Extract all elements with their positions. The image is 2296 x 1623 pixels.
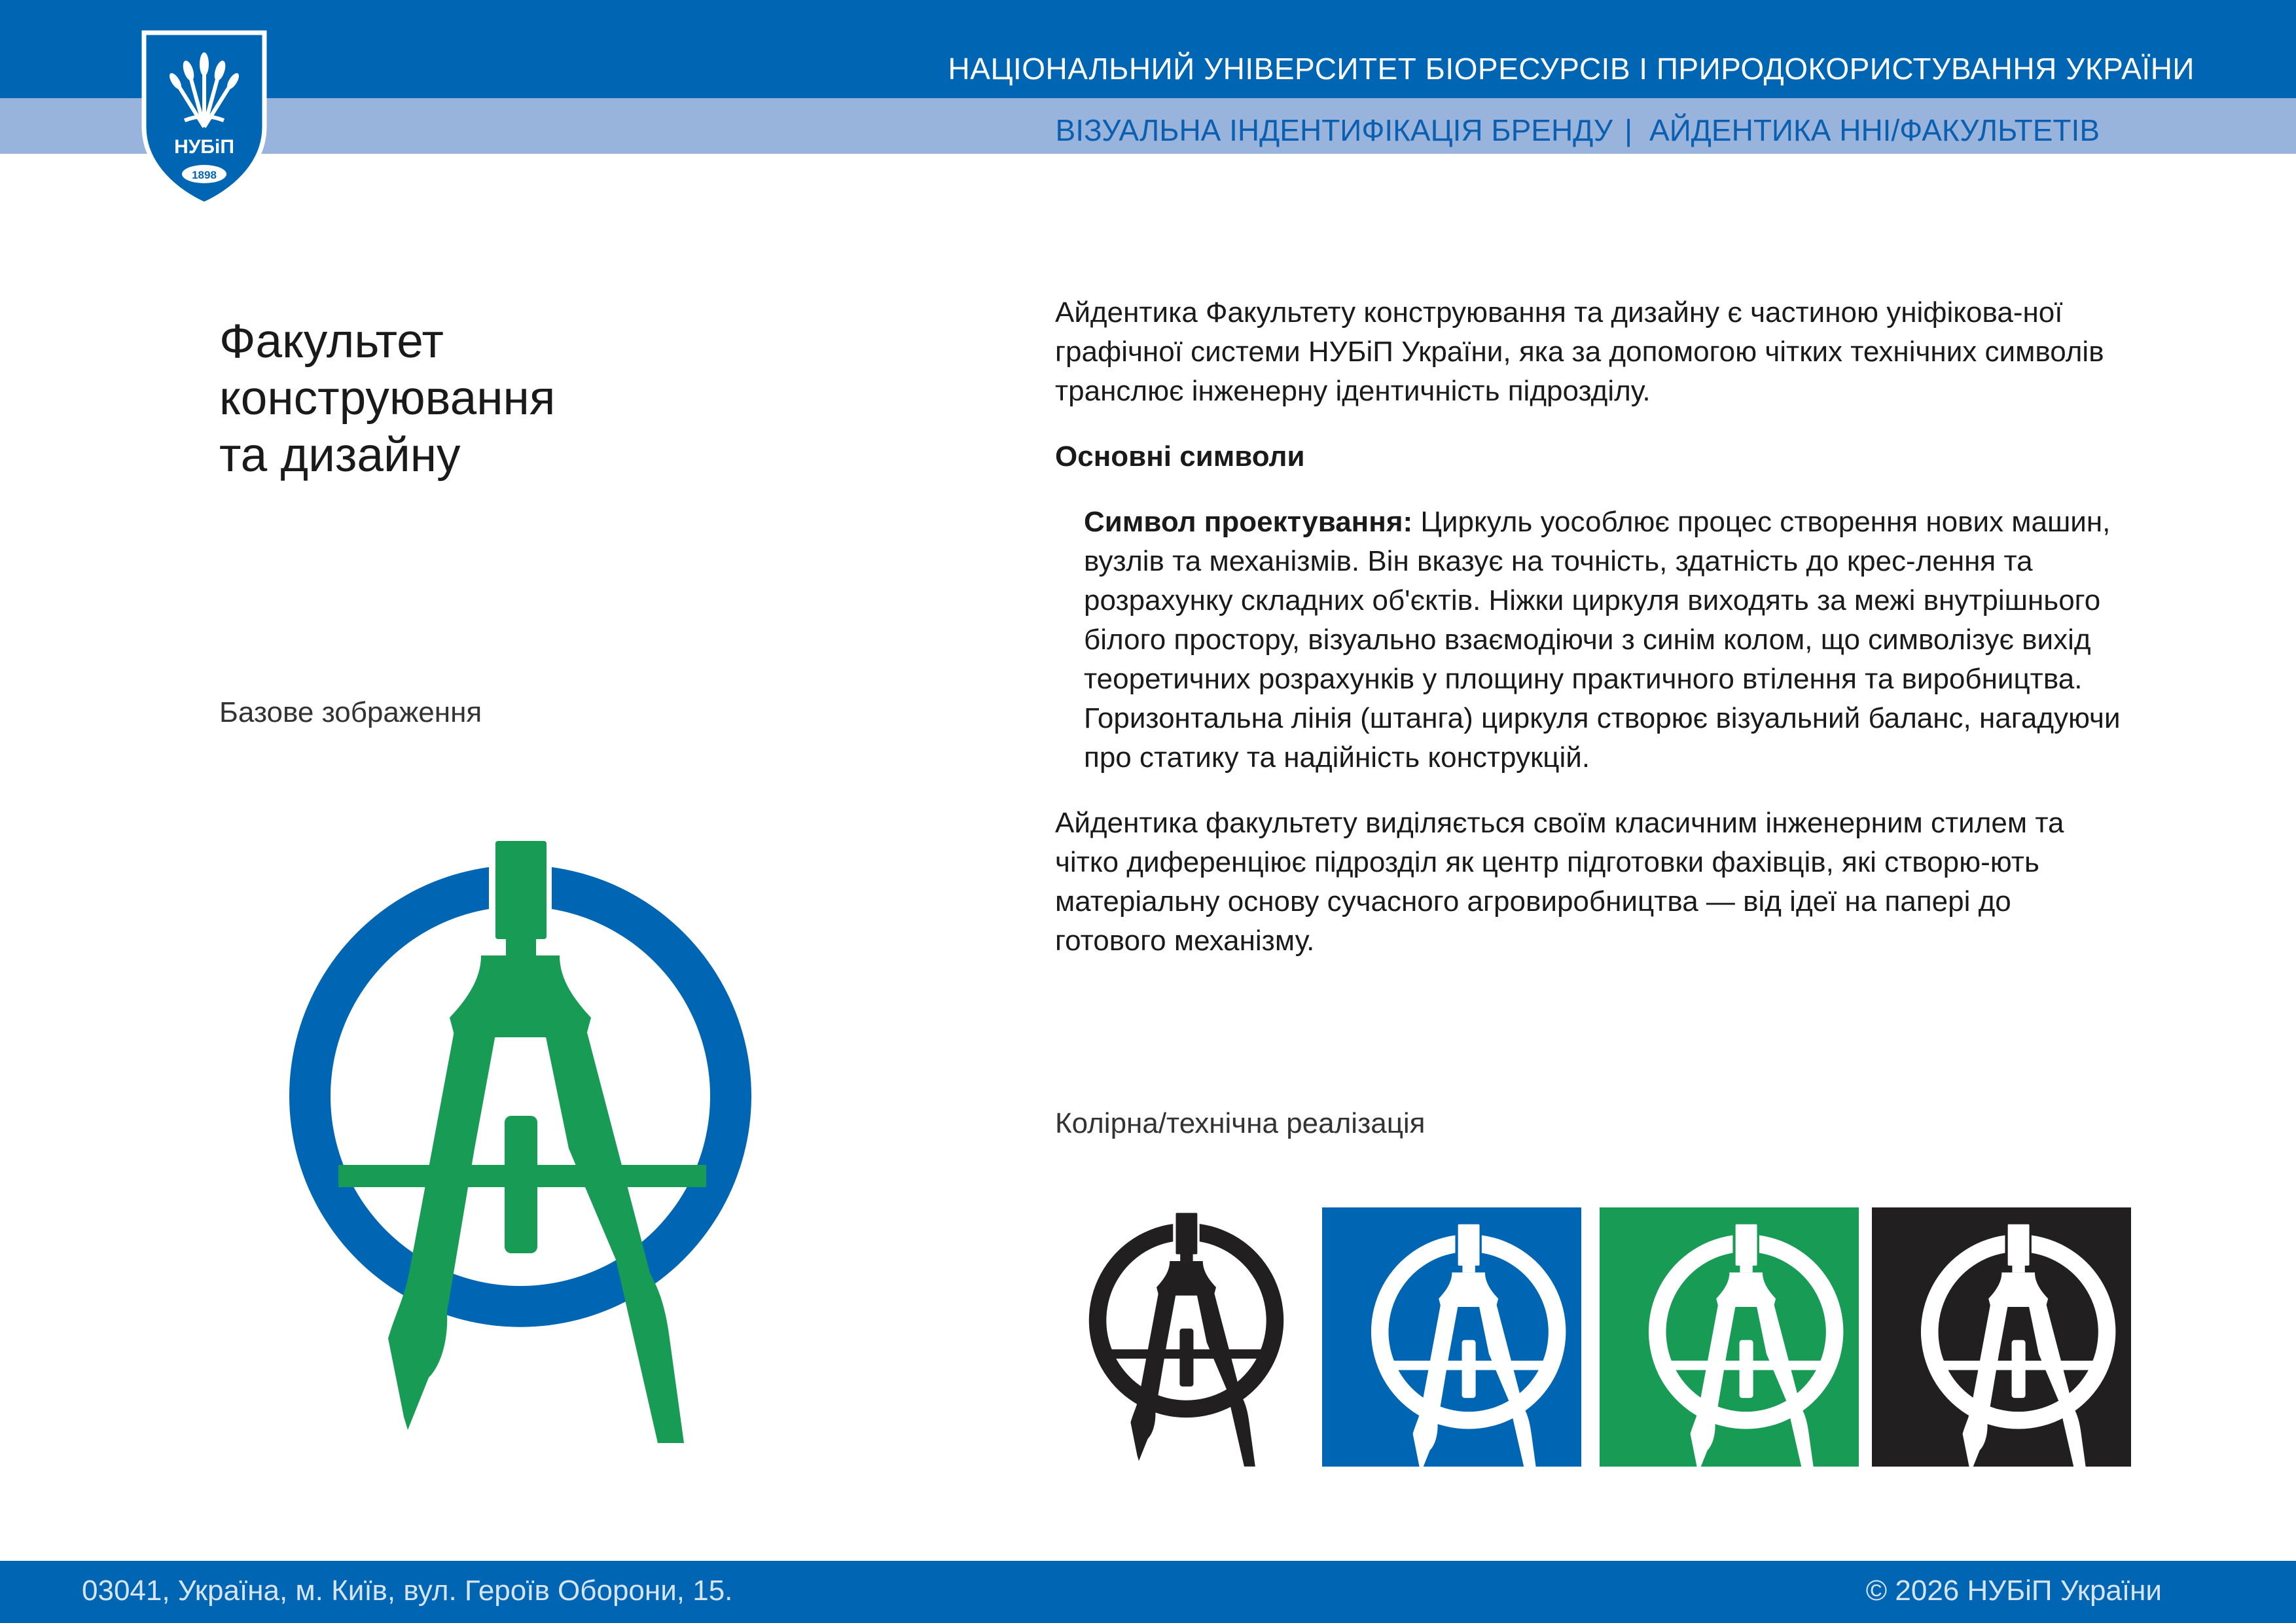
base-image-label: Базове зображення [219, 696, 482, 728]
symbol-paragraph [1055, 503, 2128, 777]
faculty-title [219, 313, 555, 484]
section-faculty-identity: АЙДЕНТИКА ННІ/ФАКУЛЬТЕТІВ [1649, 113, 2100, 147]
footer-address: 03041, Україна, м. Київ, вул. Героїв Оборони, 15. [82, 1575, 733, 1607]
breadcrumb-separator: | [1624, 113, 1633, 147]
logo-variant-dark [1872, 1207, 2131, 1467]
symbol-text: Циркуль уособлює процес створення нових машин, вузлів та механізмів. Він вказує на точність, здатність до крес-лення та розрахунку складних об'єктів. Ніжки циркуля виходять за межі внутрішнього білого простору, візуально взаємодіючи з синім колом, що символізує вихід теоретичних розрахунків у площину практичного втілення та виробництва. Горизонтальна лінія (штанга) циркуля створює візуальний баланс, нагадуючи про статику та надійність конструкцій. [1084, 506, 2121, 774]
compass-logo-icon [232, 841, 808, 1456]
logo-variant-black [1046, 1207, 1305, 1467]
intro-paragraph: Айдентика Факультету конструювання та дизайну є частиною уніфікова-ної графічної системи НУБіП України, яка за допомогою чітких технічних символів транслює інженерну ідентичність підрозділу. [1055, 296, 2104, 407]
footer-copyright: © 2026 НУБіП України [1865, 1575, 2162, 1607]
symbol-term: Символ проектування: [1084, 506, 1413, 538]
compass-logo-icon [1322, 1207, 1581, 1467]
faculty-title-line: та дизайну [219, 429, 461, 482]
compass-logo-icon [1872, 1207, 2131, 1467]
logo-variant-blue [1322, 1207, 1581, 1467]
university-crest-icon [139, 29, 270, 207]
crest-text: НУБіП [174, 136, 234, 158]
logo-variant-green [1600, 1207, 1859, 1467]
faculty-title-line: конструювання [219, 372, 556, 425]
description [1055, 293, 2128, 961]
implementation-label: Колірна/технічна реалізація [1055, 1107, 1426, 1139]
compass-logo-icon [1046, 1207, 1305, 1467]
crest-year: 1898 [192, 169, 217, 181]
compass-logo-icon [1600, 1207, 1859, 1467]
section-breadcrumb [1056, 113, 2100, 148]
university-name: НАЦІОНАЛЬНИЙ УНІВЕРСИТЕТ БІОРЕСУРСІВ І ПРИРОДОКОРИСТУВАННЯ УКРАЇНИ [948, 52, 2195, 86]
faculty-title-line: Факультет [219, 315, 444, 368]
section-brand-identity: ВІЗУАЛЬНА ІНДЕНТИФІКАЦІЯ БРЕНДУ [1055, 113, 1613, 147]
closing-paragraph: Айдентика факультету виділяється своїм класичним інженерним стилем та чітко диференціює підрозділ як центр підготовки фахівців, які створю-ють матеріальну основу сучасного агровиробництва — від ідеї на папері до готового механізму. [1055, 807, 2064, 957]
subheading: Основні символи [1055, 440, 1305, 473]
